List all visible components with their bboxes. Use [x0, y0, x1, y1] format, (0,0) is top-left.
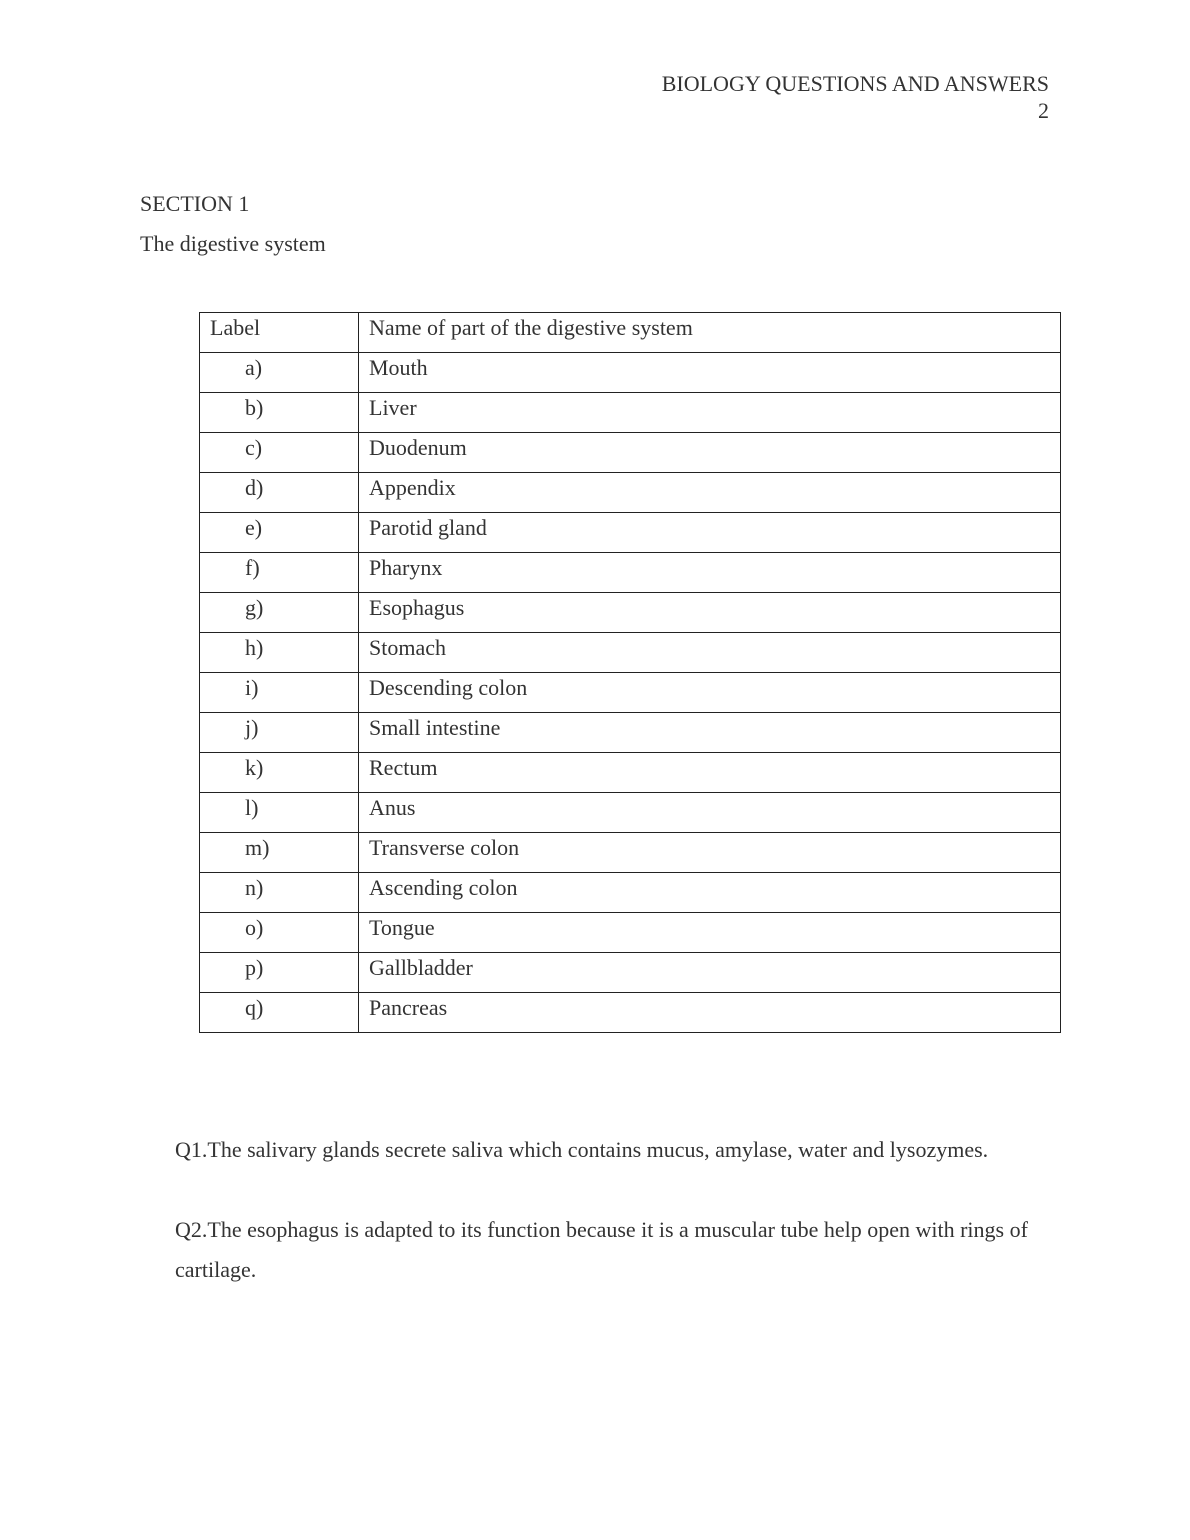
table-row: [200, 753, 1061, 793]
table-row: [200, 473, 1061, 513]
row-part-name: Pharynx: [359, 553, 1061, 593]
row-label: b): [200, 393, 359, 433]
row-part-name: Descending colon: [359, 673, 1061, 713]
section-title: SECTION 1: [140, 191, 250, 216]
table-row: [200, 593, 1061, 633]
page-number: 2: [1038, 98, 1049, 123]
table-row: [200, 913, 1061, 953]
section-subtitle: The digestive system: [140, 231, 326, 256]
row-label: n): [200, 873, 359, 913]
answer-q2: Q2.The esophagus is adapted to its function because it is a muscular tube help open with rings of cartilage.: [175, 1217, 1028, 1282]
row-label: a): [200, 353, 359, 393]
answer-q1: Q1.The salivary glands secrete saliva which contains mucus, amylase, water and lysozymes.: [175, 1137, 989, 1162]
column-header-label: Label: [200, 313, 359, 353]
row-part-name: Transverse colon: [359, 833, 1061, 873]
table-row: [200, 673, 1061, 713]
row-label: l): [200, 793, 359, 833]
row-part-name: Small intestine: [359, 713, 1061, 753]
document-title: BIOLOGY QUESTIONS AND ANSWERS: [661, 71, 1049, 96]
row-label: c): [200, 433, 359, 473]
table-row: [200, 993, 1061, 1033]
row-part-name: Liver: [359, 393, 1061, 433]
row-part-name: Tongue: [359, 913, 1061, 953]
row-label: p): [200, 953, 359, 993]
column-header-name: Name of part of the digestive system: [359, 313, 1061, 353]
row-label: j): [200, 713, 359, 753]
row-part-name: Pancreas: [359, 993, 1061, 1033]
table-row: [200, 793, 1061, 833]
table-row: [200, 553, 1061, 593]
table-header-row: [200, 313, 1061, 353]
row-label: e): [200, 513, 359, 553]
table-row: [200, 513, 1061, 553]
table-row: [200, 353, 1061, 393]
row-part-name: Parotid gland: [359, 513, 1061, 553]
table-row: [200, 713, 1061, 753]
row-label: f): [200, 553, 359, 593]
table-row: [200, 833, 1061, 873]
digestive-parts-table: [199, 312, 1061, 1033]
row-part-name: Esophagus: [359, 593, 1061, 633]
row-part-name: Anus: [359, 793, 1061, 833]
table-row: [200, 873, 1061, 913]
row-part-name: Rectum: [359, 753, 1061, 793]
row-label: h): [200, 633, 359, 673]
page-header: [662, 70, 1049, 124]
row-label: q): [200, 993, 359, 1033]
row-part-name: Gallbladder: [359, 953, 1061, 993]
row-label: k): [200, 753, 359, 793]
table-row: [200, 953, 1061, 993]
row-part-name: Stomach: [359, 633, 1061, 673]
row-label: i): [200, 673, 359, 713]
row-part-name: Mouth: [359, 353, 1061, 393]
row-label: g): [200, 593, 359, 633]
row-part-name: Duodenum: [359, 433, 1061, 473]
answers-section: [175, 1130, 1055, 1290]
row-label: d): [200, 473, 359, 513]
table-row: [200, 433, 1061, 473]
table-row: [200, 393, 1061, 433]
row-part-name: Ascending colon: [359, 873, 1061, 913]
row-label: o): [200, 913, 359, 953]
row-label: m): [200, 833, 359, 873]
table-row: [200, 633, 1061, 673]
row-part-name: Appendix: [359, 473, 1061, 513]
